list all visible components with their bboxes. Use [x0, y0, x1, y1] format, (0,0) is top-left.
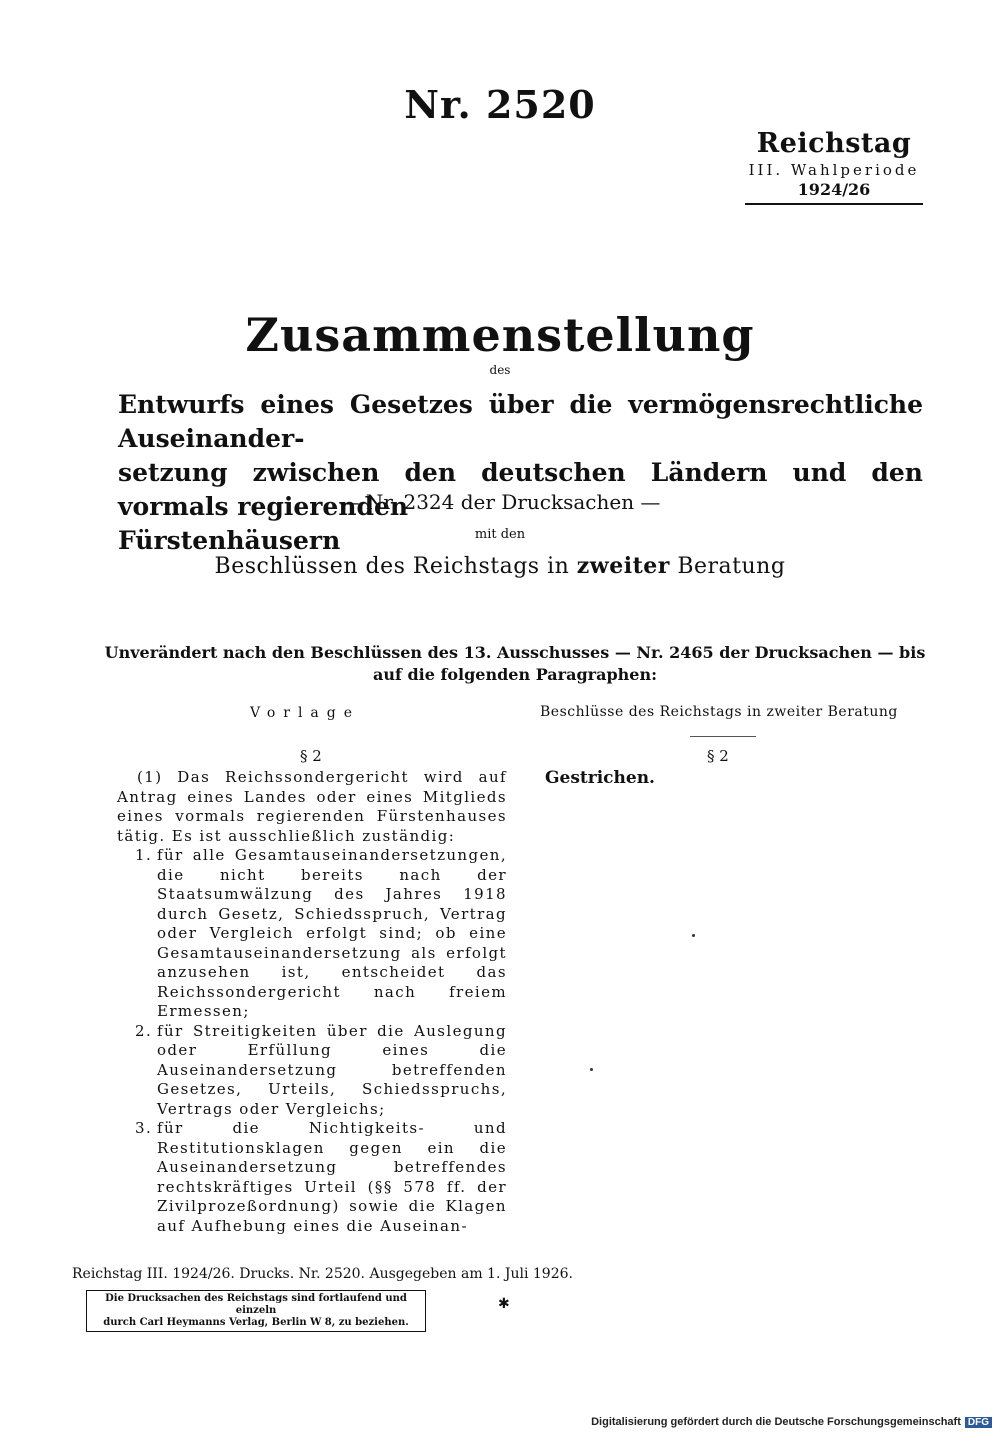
- star-mark: ✱: [498, 1296, 510, 1312]
- reichstag-rule: [745, 203, 923, 205]
- notice-line-1: Die Drucksachen des Reichstags sind fortlaufend und einzeln: [105, 1293, 407, 1316]
- subject-line-2: setzung zwischen den deutschen Ländern und den vormals regierenden: [118, 458, 923, 521]
- list-item: [117, 1022, 507, 1120]
- reichstag-period: III. Wahlperiode: [748, 161, 920, 179]
- publisher-notice-box: [86, 1290, 426, 1332]
- item-text: für alle Gesamtauseinandersetzungen, die nicht bereits nach der Staatsumwälzung des Jahres 1918 durch Gesetz, Schiedsspruch, Vertrag oder Vergleich erfolgt sind; ob eine Gesamtauseinandersetzung als erfolgt anzusehen ist, entscheidet das Reichssondergericht nach freiem Ermessen;: [157, 846, 507, 1020]
- item-text: für Streitigkeiten über die Auslegung oder Erfüllung eines die Auseinandersetzung betreffenden Gesetzes, Urteils, Schiedsspruchs, Vertrags oder Vergleichs;: [157, 1021, 507, 1118]
- item-text: für die Nichtigkeits- und Restitutionsklagen gegen ein die Auseinandersetzung betreffendes rechtskräftiges Urteil (§§ 578 ff. der Zivilprozeßordnung) sowie die Klagen auf Aufhebung eines die Auseinan-: [157, 1119, 507, 1235]
- dfg-credit: [591, 1416, 992, 1428]
- list-item: [117, 1119, 507, 1236]
- reichstag-years: 1924/26: [797, 180, 871, 199]
- item-list: [117, 846, 507, 1236]
- reichstag-box: [745, 128, 923, 205]
- left-paragraph-number: § 2: [300, 747, 322, 765]
- dfg-credit-text: Digitalisierung gefördert durch die Deutsche Forschungsgemeinschaft: [591, 1416, 961, 1428]
- beschluesse-line: [0, 553, 1000, 579]
- left-paragraph-body: [117, 768, 507, 1236]
- column-divider-rule: [690, 736, 756, 737]
- item-number: 1.: [135, 846, 153, 864]
- paragraph-intro: (1) Das Reichssondergericht wird auf Antrag eines Landes oder eines Mitglieds eines vormals regierenden Fürstenhauses tätig. Es ist ausschließlich zuständig:: [117, 768, 507, 845]
- list-item: [117, 846, 507, 1022]
- beschluesse-emphasis: zweiter: [576, 553, 670, 579]
- subject-line-1: Entwurfs eines Gesetzes über die vermögensrechtliche Auseinander-: [118, 390, 923, 453]
- footer-issue-line: Reichstag III. 1924/26. Drucks. Nr. 2520. Ausgegeben am 1. Juli 1926.: [72, 1266, 573, 1282]
- mit-den-label: mit den: [474, 527, 526, 542]
- column-header-vorlage: Vorlage: [250, 705, 361, 721]
- subject-line-3: Fürstenhäusern: [118, 526, 341, 555]
- notice-line-2: durch Carl Heymanns Verlag, Berlin W 8, zu beziehen.: [103, 1317, 409, 1328]
- beschluesse-prefix: Beschlüssen des Reichstags in: [214, 554, 570, 579]
- reichstag-title: Reichstag: [756, 128, 912, 159]
- document-number: Nr. 2520: [404, 82, 596, 127]
- des-label: des: [489, 363, 511, 377]
- right-paragraph-text: Gestrichen.: [545, 768, 655, 788]
- item-number: 2.: [135, 1021, 153, 1040]
- speck-mark: [590, 1068, 593, 1071]
- speck-mark: [692, 934, 695, 937]
- unveraendert-notice: Unverändert nach den Beschlüssen des 13. Ausschusses — Nr. 2465 der Drucksachen — bis auf die folgenden Paragraphen:: [104, 643, 926, 684]
- item-number: 3.: [135, 1119, 153, 1137]
- column-header-beschluesse: Beschlüsse des Reichstags in zweiter Beratung: [540, 704, 898, 720]
- dfg-logo-icon: DFG: [965, 1417, 992, 1428]
- page-title: Zusammenstellung: [245, 308, 755, 362]
- drucksache-reference: — Nr. 2324 der Drucksachen —: [339, 490, 661, 514]
- right-paragraph-number: § 2: [707, 747, 729, 765]
- beschluesse-suffix: Beratung: [677, 554, 786, 579]
